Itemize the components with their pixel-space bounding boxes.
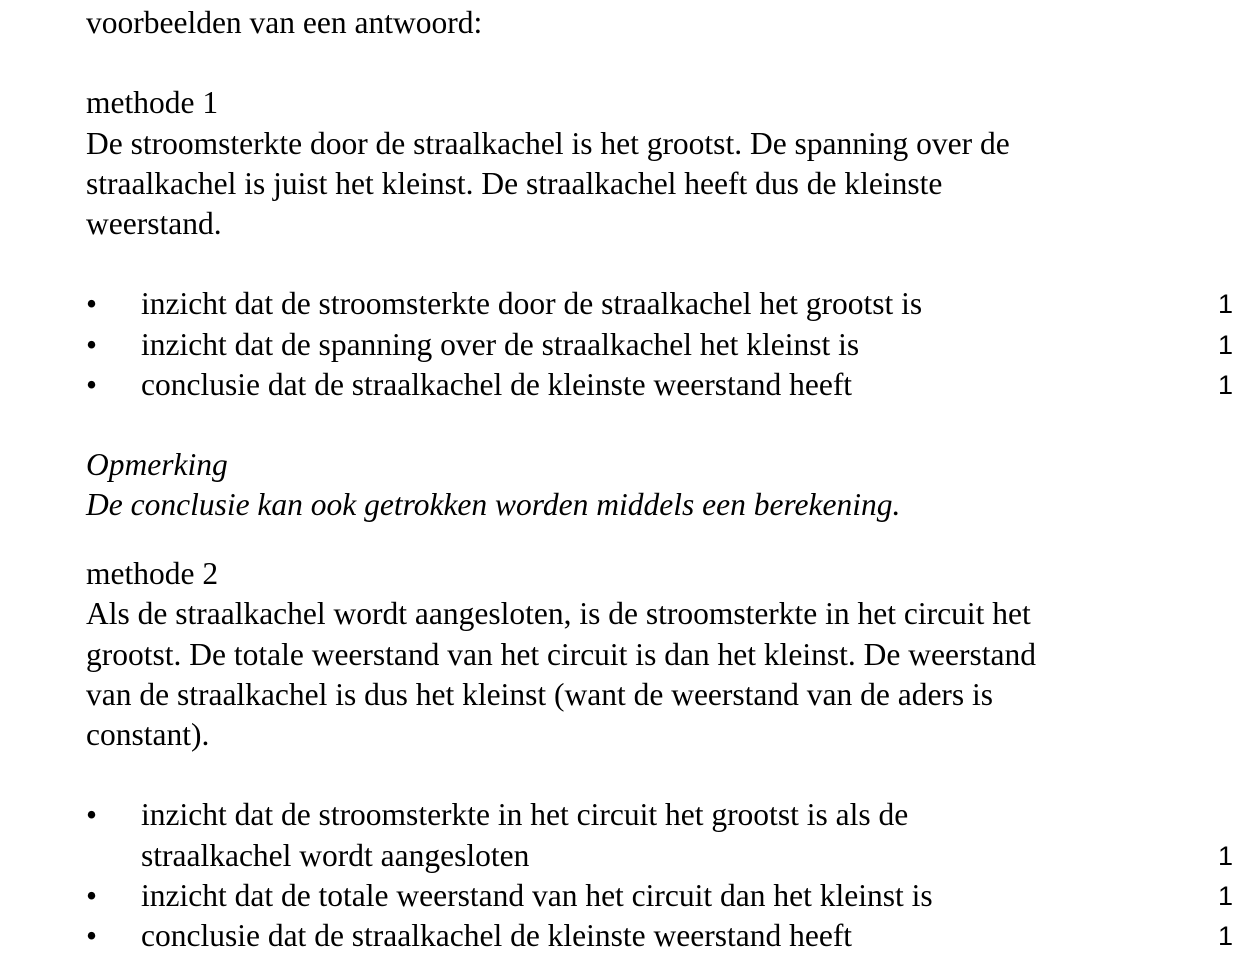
remark-title: Opmerking — [86, 447, 228, 483]
bullet-icon: • — [86, 286, 98, 322]
criterion-text: inzicht dat de stroomsterkte door de straalkachel het grootst is — [141, 286, 923, 322]
paragraph-line: van de straalkachel is dus het kleinst (want de weerstand van de aders is — [86, 676, 994, 712]
score-value: 1 — [1217, 329, 1233, 360]
intro-text: voorbeelden van een antwoord: — [86, 5, 483, 40]
paragraph-line: straalkachel is juist het kleinst. De straalkachel heeft dus de kleinste — [86, 165, 943, 201]
criterion-item — [86, 795, 1239, 875]
method-2 — [86, 554, 1239, 956]
score-value: 1 — [1217, 880, 1233, 911]
score-value: 1 — [1217, 369, 1233, 400]
criterion-item — [86, 325, 1239, 365]
paragraph-line: De stroomsterkte door de straalkachel is het grootst. De spanning over de — [86, 125, 1010, 161]
criterion-text: inzicht dat de spanning over de straalkachel het kleinst is — [141, 326, 860, 362]
bullet-icon: • — [86, 877, 98, 913]
score-value: 1 — [1217, 840, 1233, 871]
paragraph-line: constant). — [86, 717, 210, 752]
criterion-text: straalkachel wordt aangesloten — [141, 837, 530, 873]
remark-text: De conclusie kan ook getrokken worden middels een berekening. — [86, 487, 901, 523]
method-2-title: methode 2 — [86, 556, 219, 592]
criterion-item — [86, 876, 1239, 916]
method-1-remark — [86, 445, 1239, 525]
paragraph-line: grootst. De totale weerstand van het circuit is dan het kleinst. De weerstand — [86, 636, 1036, 672]
criterion-item — [86, 365, 1239, 405]
score-value: 1 — [1217, 921, 1233, 951]
bullet-icon: • — [86, 918, 98, 953]
criterion-item — [86, 284, 1239, 324]
score-value: 1 — [1217, 289, 1233, 320]
bullet-icon: • — [86, 326, 98, 362]
method-1-criteria-list — [86, 284, 1239, 405]
criterion-text: conclusie dat de straalkachel de kleinste weerstand heeft — [141, 366, 853, 402]
method-1-paragraph — [86, 124, 1239, 245]
method-2-paragraph — [86, 594, 1239, 755]
criterion-item — [86, 916, 1239, 956]
method-1 — [86, 83, 1239, 525]
paragraph-line: weerstand. — [86, 206, 222, 241]
bullet-icon: • — [86, 366, 98, 402]
method-2-criteria-list — [86, 795, 1239, 956]
criterion-text: conclusie dat de straalkachel de kleinste weerstand heeft — [141, 918, 853, 953]
criterion-text: inzicht dat de stroomsterkte in het circuit het grootst is als de — [141, 797, 909, 833]
bullet-icon: • — [86, 797, 98, 833]
criterion-text: inzicht dat de totale weerstand van het circuit dan het kleinst is — [141, 877, 933, 913]
method-1-title: methode 1 — [86, 85, 219, 121]
answer-document — [86, 3, 1239, 956]
paragraph-line: Als de straalkachel wordt aangesloten, is de stroomsterkte in het circuit het — [86, 596, 1031, 632]
